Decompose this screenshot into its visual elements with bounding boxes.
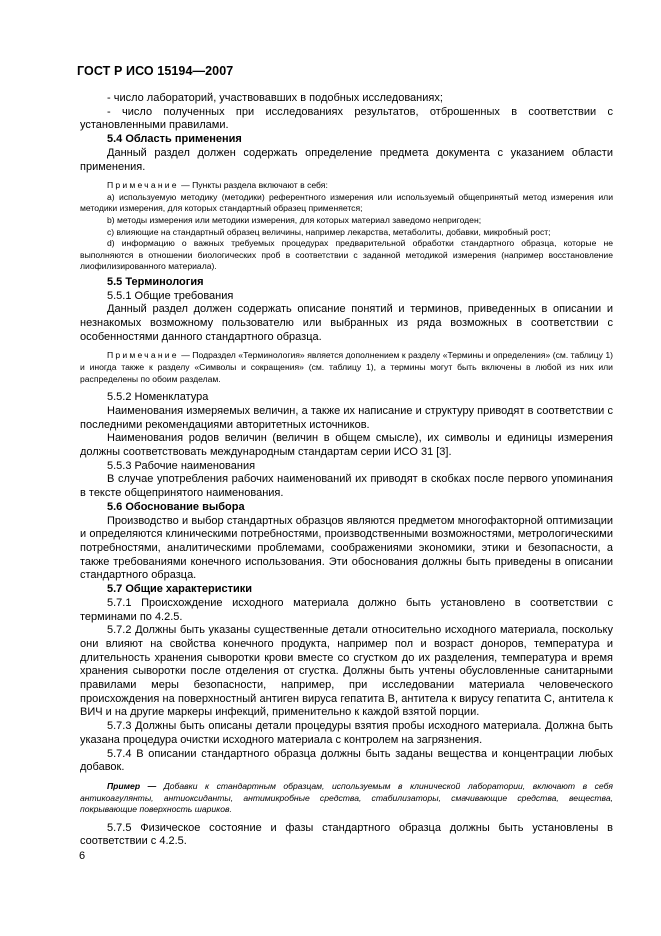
paragraph: Наименования родов величин (величин в общем смысле), их символы и единицы измерения должны соответствовать международным стандартам серии ИСО 31 [3].: [80, 432, 613, 459]
paragraph: 5.7.2 Должны быть указаны существенные детали относительно исходного материала, поскольку они влияют на свойства конечного продукта, например пол и возраст доноров, температура и длительность хранения сыворотки крови вместе со сгустком до их разделения, температура и время хранения сыворотки после отделения от сгустка. Должны быть учтены обусловленные санитарными правилами меры безопасности, например, при исследовании материала человеческого происхождения на поверхностный антиген вируса гепатита B, антитела к вирусу гепатита C, антитела к ВИЧ и на другие маркеры инфекций, применительно к каждой взятой порции.: [80, 624, 613, 719]
note-item: c) влияющие на стандартный образец величины, например лекарства, метаболиты, добавки, микробный рост;: [107, 226, 551, 237]
note-item: d) информацию о важных требуемых процедурах предварительной обработки стандартного образца, которые не выполняются в отношении биологических проб в соответствии с заданной методикой измерения (например восстановление лиофилизированного материала).: [80, 238, 613, 272]
subsection-heading: 5.5.2 Номенклатура: [107, 391, 209, 404]
note-text: — Пункты раздела включают в себя:: [178, 180, 328, 191]
note-label: Примечание: [107, 350, 179, 361]
subsection-heading: 5.5.1 Общие требования: [107, 289, 234, 302]
document-body: [80, 92, 613, 849]
paragraph: Данный раздел должен содержать определение предмета документа с указанием области применения.: [80, 146, 613, 173]
note: [80, 180, 613, 192]
list-item: - число полученных при исследованиях результатов, отброшенных в соответствии с установленными правилами.: [80, 105, 613, 132]
paragraph: Производство и выбор стандартных образцов являются предметом многофакторной оптимизации и определяются клиническими потребностями, производственными возможностями, метрологическими потребностями, аналитическими проблемами, соображениями экономики, этики и безопасности, а также требованиями конечного использования. Эти обоснования должны быть приведены в описании стандартного образца.: [80, 514, 613, 582]
document-header: ГОСТ Р ИСО 15194—2007: [77, 64, 234, 78]
list-item: - число лабораторий, участвовавших в подобных исследованиях;: [107, 92, 443, 104]
paragraph: 5.7.4 В описании стандартного образца должны быть заданы вещества и концентрации любых добавок.: [80, 747, 613, 774]
note: [80, 350, 613, 385]
section-heading-5-5: 5.5 Терминология: [107, 275, 204, 288]
paragraph: 5.7.3 Должны быть описаны детали процедуры взятия пробы исходного материала. Должна быть указана процедура очистки исходного материала с контролем на загрязнения.: [80, 720, 613, 746]
section-heading-5-4: 5.4 Область применения: [107, 133, 242, 146]
page-number: 6: [79, 850, 86, 862]
example-text: Добавки к стандартным образцам, используемым в клинической лаборатории, включают в себя антикоагулянты, антиоксиданты, антимикробные средства, стабилизаторы, смачивающие средства, вещества, покрывающие поверхность шариков.: [80, 780, 613, 815]
note-item: b) методы измерения или методики измерения, для которых материал заведомо непригоден;: [107, 215, 482, 225]
note-item: a) используемую методику (методики) референтного измерения или используемый общепринятый метод измерения или методики измерения, для которых стандартный образец применяется;: [80, 191, 613, 214]
note-label: Примечание: [107, 180, 179, 191]
paragraph: 5.7.1 Происхождение исходного материала должно быть установлено в соответствии с терминами по 4.2.5.: [80, 596, 613, 623]
paragraph: 5.7.5 Физическое состояние и фазы стандартного образца должны быть установлены в соответствии с 4.2.5.: [80, 821, 613, 848]
note-text: — Подраздел «Терминология» является дополнением к разделу «Термины и определения» (см. таблицу 1) и иногда также к разделу «Символы и сокращения» (см. таблицу 1), а термины могут быть включены в любой из них или распределены по обоим разделам.: [80, 350, 613, 384]
paragraph: В случае употребления рабочих наименований их приводят в скобках после первого упоминания в тексте общепринятого наименования.: [80, 473, 613, 500]
example-label: Пример —: [107, 780, 157, 791]
paragraph: Наименования измеряемых величин, а также их написание и структуру приводят в соответствии с последними рекомендациями авторитетных источников.: [80, 404, 613, 431]
subsection-heading: 5.5.3 Рабочие наименования: [107, 459, 256, 472]
section-heading-5-7: 5.7 Общие характеристики: [107, 583, 253, 596]
example: [80, 781, 613, 816]
paragraph: Данный раздел должен содержать описание понятий и терминов, приведенных в описании и незнакомых возможному пользователю или выбранных из ряда возможных в соответствии с особенностями данного стандартного образца.: [80, 303, 613, 343]
section-heading-5-6: 5.6 Обоснование выбора: [107, 500, 245, 513]
